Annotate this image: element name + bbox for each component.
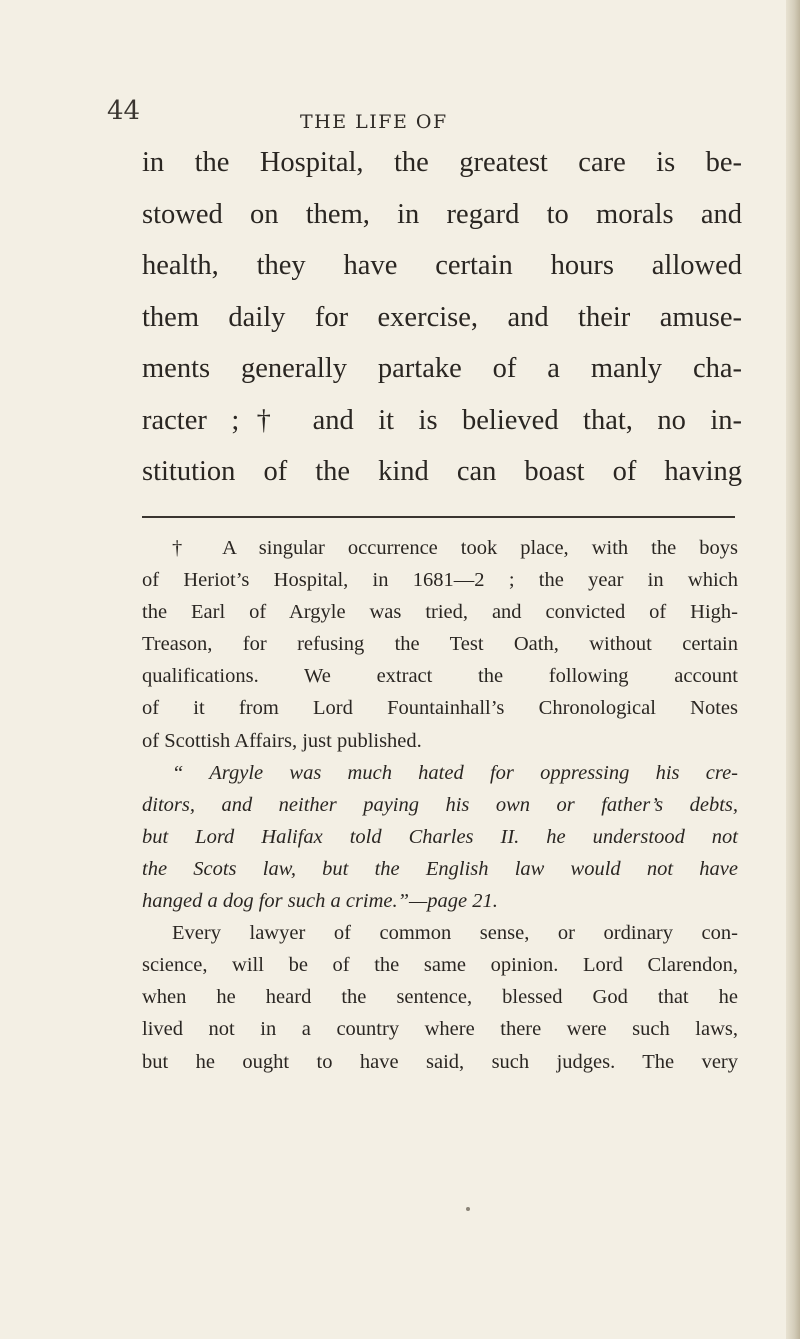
footnote-rule (142, 516, 735, 518)
closing-line: Every lawyer of common sense, or ordinary con- (172, 922, 738, 945)
main-line: stowed on them, in regard to morals and (142, 198, 742, 230)
closing-line: lived not in a country where there were such laws, (142, 1018, 738, 1041)
footnote-line: of Scottish Affairs, just published. (142, 729, 422, 752)
quote-line: the Scots law, but the English law would not have (142, 857, 738, 880)
quote-line: “ Argyle was much hated for oppressing his cre- (172, 761, 738, 784)
footnote-line: qualifications. We extract the following account (142, 665, 738, 688)
footnote-line: Treason, for refusing the Test Oath, without certain (142, 633, 738, 656)
closing-line: science, will be of the same opinion. Lord Clarendon, (142, 954, 738, 977)
main-line: stitution of the kind can boast of having (142, 456, 742, 487)
running-head: THE LIFE OF (300, 111, 448, 133)
page-edge (786, 0, 800, 1339)
quote-line: ditors, and neither paying his own or father’s debts, (142, 793, 738, 816)
page-number: 44 (107, 96, 141, 126)
main-line: racter ;† and it is believed that, no in- (142, 404, 742, 436)
quote-line: hanged a dog for such a crime.”—page 21. (142, 890, 498, 913)
main-line: ments generally partake of a manly cha- (142, 353, 742, 384)
main-line: health, they have certain hours allowed (142, 250, 742, 281)
main-line: in the Hospital, the greatest care is be- (142, 147, 742, 178)
ink-speck (466, 1207, 470, 1211)
footnote-line: of Heriot’s Hospital, in 1681—2 ; the year in which (142, 569, 738, 592)
footnote (142, 532, 738, 1078)
closing-line: but he ought to have said, such judges. The very (142, 1050, 738, 1073)
closing-line: when he heard the sentence, blessed God that he (142, 986, 738, 1009)
footnote-line: of it from Lord Fountainhall’s Chronological Notes (142, 697, 738, 720)
main-text (142, 137, 742, 498)
main-line: them daily for exercise, and their amuse- (142, 301, 742, 333)
footnote-line: † A singular occurrence took place, with the boys (172, 537, 738, 559)
footnote-line: the Earl of Argyle was tried, and convicted of High- (142, 601, 738, 624)
quote-line: but Lord Halifax told Charles II. he understood not (142, 825, 738, 848)
